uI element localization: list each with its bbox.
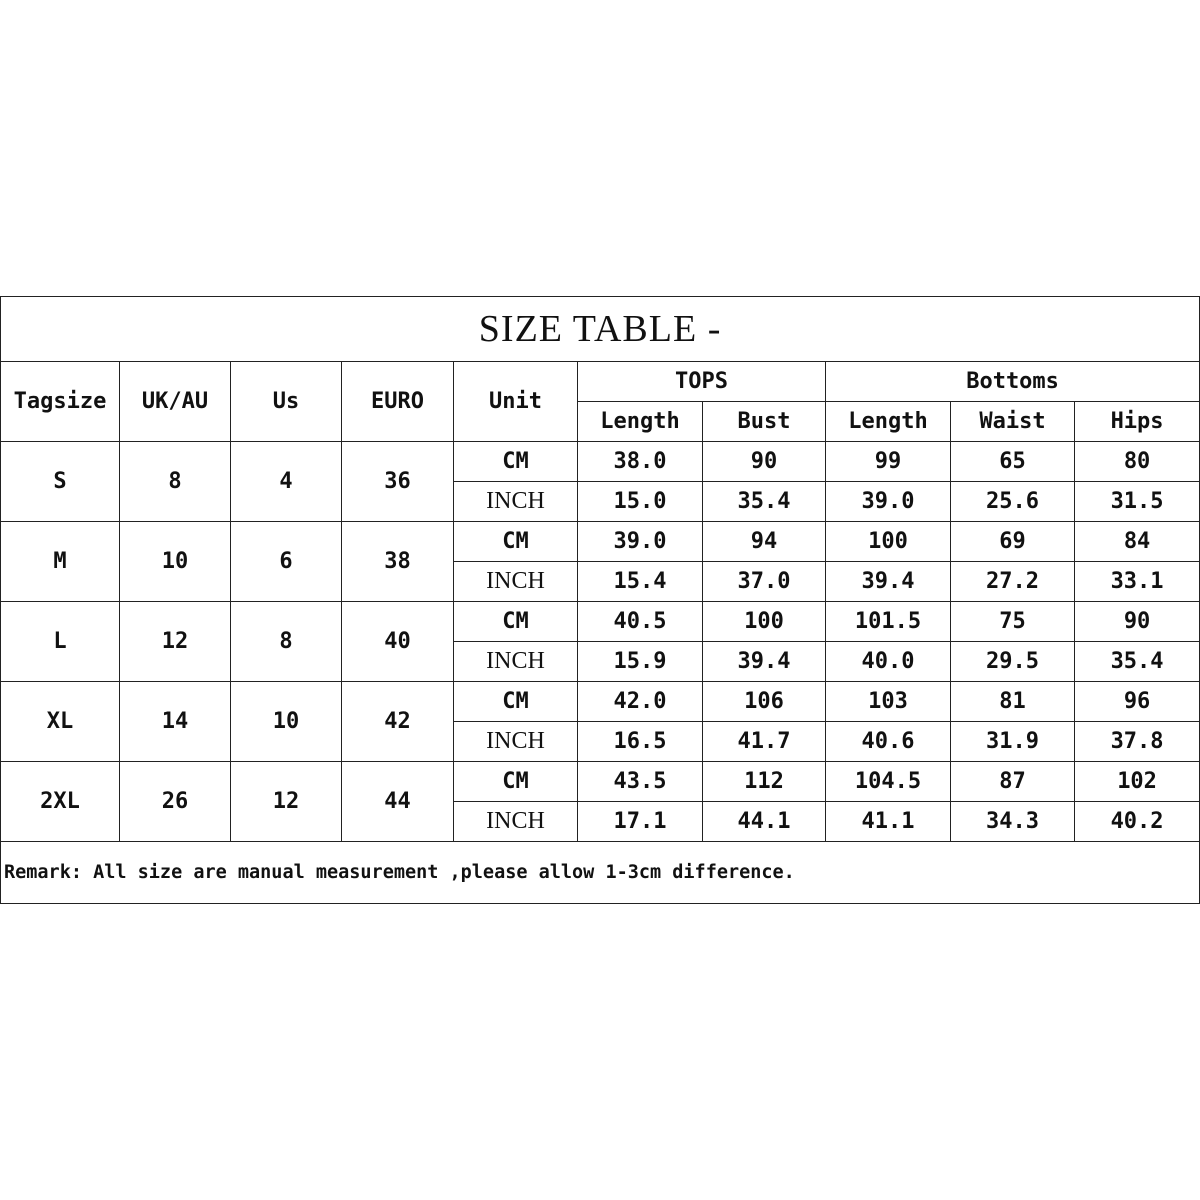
waist-cell: 81 bbox=[951, 682, 1075, 722]
hips-cell: 31.5 bbox=[1075, 482, 1200, 522]
us-cell: 8 bbox=[231, 602, 342, 682]
bust-cell: 39.4 bbox=[703, 642, 826, 682]
hips-cell: 33.1 bbox=[1075, 562, 1200, 602]
bust-cell: 106 bbox=[703, 682, 826, 722]
table-title: SIZE TABLE - bbox=[1, 297, 1200, 362]
unit-cell: CM bbox=[454, 602, 578, 642]
unit-cell: INCH bbox=[454, 722, 578, 762]
tagsize-cell: XL bbox=[1, 682, 120, 762]
waist-cell: 69 bbox=[951, 522, 1075, 562]
waist-cell: 34.3 bbox=[951, 802, 1075, 842]
table-row bbox=[1, 682, 1200, 722]
table-row bbox=[1, 602, 1200, 642]
header-tops-length: Length bbox=[578, 402, 703, 442]
header-tops-bust: Bust bbox=[703, 402, 826, 442]
bust-cell: 41.7 bbox=[703, 722, 826, 762]
header-bottoms: Bottoms bbox=[826, 362, 1200, 402]
bottoms-length-cell: 99 bbox=[826, 442, 951, 482]
tops-length-cell: 43.5 bbox=[578, 762, 703, 802]
ukau-cell: 8 bbox=[120, 442, 231, 522]
unit-cell: CM bbox=[454, 762, 578, 802]
bottoms-length-cell: 40.6 bbox=[826, 722, 951, 762]
header-tagsize: Tagsize bbox=[1, 362, 120, 442]
ukau-cell: 10 bbox=[120, 522, 231, 602]
header-ukau: UK/AU bbox=[120, 362, 231, 442]
remark-note: Remark: All size are manual measurement ,please allow 1-3cm difference. bbox=[1, 842, 1200, 904]
waist-cell: 75 bbox=[951, 602, 1075, 642]
tops-length-cell: 42.0 bbox=[578, 682, 703, 722]
bottoms-length-cell: 100 bbox=[826, 522, 951, 562]
bottoms-length-cell: 103 bbox=[826, 682, 951, 722]
bottoms-length-cell: 41.1 bbox=[826, 802, 951, 842]
tops-length-cell: 16.5 bbox=[578, 722, 703, 762]
unit-cell: CM bbox=[454, 522, 578, 562]
unit-cell: INCH bbox=[454, 482, 578, 522]
waist-cell: 65 bbox=[951, 442, 1075, 482]
us-cell: 10 bbox=[231, 682, 342, 762]
hips-cell: 80 bbox=[1075, 442, 1200, 482]
waist-cell: 25.6 bbox=[951, 482, 1075, 522]
header-tops: TOPS bbox=[578, 362, 826, 402]
unit-cell: INCH bbox=[454, 802, 578, 842]
header-bottoms-hips: Hips bbox=[1075, 402, 1200, 442]
euro-cell: 44 bbox=[342, 762, 454, 842]
bust-cell: 35.4 bbox=[703, 482, 826, 522]
tops-length-cell: 15.9 bbox=[578, 642, 703, 682]
bust-cell: 90 bbox=[703, 442, 826, 482]
hips-cell: 96 bbox=[1075, 682, 1200, 722]
tagsize-cell: S bbox=[1, 442, 120, 522]
header-euro: EURO bbox=[342, 362, 454, 442]
table-row bbox=[1, 762, 1200, 802]
hips-cell: 40.2 bbox=[1075, 802, 1200, 842]
tagsize-cell: 2XL bbox=[1, 762, 120, 842]
tops-length-cell: 15.0 bbox=[578, 482, 703, 522]
ukau-cell: 14 bbox=[120, 682, 231, 762]
tops-length-cell: 40.5 bbox=[578, 602, 703, 642]
us-cell: 4 bbox=[231, 442, 342, 522]
waist-cell: 27.2 bbox=[951, 562, 1075, 602]
header-unit: Unit bbox=[454, 362, 578, 442]
bottoms-length-cell: 39.4 bbox=[826, 562, 951, 602]
waist-cell: 87 bbox=[951, 762, 1075, 802]
unit-cell: INCH bbox=[454, 562, 578, 602]
euro-cell: 38 bbox=[342, 522, 454, 602]
unit-cell: CM bbox=[454, 442, 578, 482]
size-table bbox=[0, 296, 1200, 904]
tops-length-cell: 15.4 bbox=[578, 562, 703, 602]
bottoms-length-cell: 40.0 bbox=[826, 642, 951, 682]
header-bottoms-waist: Waist bbox=[951, 402, 1075, 442]
hips-cell: 35.4 bbox=[1075, 642, 1200, 682]
hips-cell: 90 bbox=[1075, 602, 1200, 642]
waist-cell: 29.5 bbox=[951, 642, 1075, 682]
bust-cell: 94 bbox=[703, 522, 826, 562]
table-row bbox=[1, 442, 1200, 482]
tagsize-cell: M bbox=[1, 522, 120, 602]
hips-cell: 102 bbox=[1075, 762, 1200, 802]
us-cell: 12 bbox=[231, 762, 342, 842]
table-row bbox=[1, 522, 1200, 562]
waist-cell: 31.9 bbox=[951, 722, 1075, 762]
bust-cell: 100 bbox=[703, 602, 826, 642]
ukau-cell: 26 bbox=[120, 762, 231, 842]
unit-cell: INCH bbox=[454, 642, 578, 682]
bottoms-length-cell: 39.0 bbox=[826, 482, 951, 522]
size-table-container bbox=[0, 296, 1200, 904]
euro-cell: 36 bbox=[342, 442, 454, 522]
header-bottoms-length: Length bbox=[826, 402, 951, 442]
header-us: Us bbox=[231, 362, 342, 442]
bottoms-length-cell: 101.5 bbox=[826, 602, 951, 642]
hips-cell: 37.8 bbox=[1075, 722, 1200, 762]
tops-length-cell: 38.0 bbox=[578, 442, 703, 482]
ukau-cell: 12 bbox=[120, 602, 231, 682]
tops-length-cell: 39.0 bbox=[578, 522, 703, 562]
euro-cell: 40 bbox=[342, 602, 454, 682]
unit-cell: CM bbox=[454, 682, 578, 722]
bust-cell: 44.1 bbox=[703, 802, 826, 842]
tagsize-cell: L bbox=[1, 602, 120, 682]
bust-cell: 37.0 bbox=[703, 562, 826, 602]
hips-cell: 84 bbox=[1075, 522, 1200, 562]
us-cell: 6 bbox=[231, 522, 342, 602]
bottoms-length-cell: 104.5 bbox=[826, 762, 951, 802]
euro-cell: 42 bbox=[342, 682, 454, 762]
bust-cell: 112 bbox=[703, 762, 826, 802]
tops-length-cell: 17.1 bbox=[578, 802, 703, 842]
